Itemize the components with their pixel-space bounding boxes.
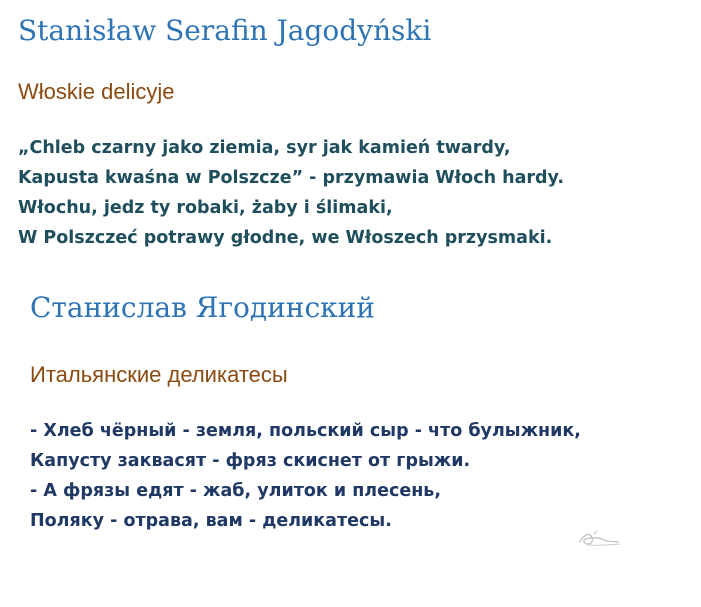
russian-poem-title: Итальянские деликатесы xyxy=(30,362,288,387)
polish-verse-line-2: Kapusta kwaśna w Polszcze” - przymawia Włoch hardy. xyxy=(18,168,564,188)
polish-verse xyxy=(18,133,564,253)
polish-verse-line-4: W Polszczeć potrawy głodne, we Włoszech przysmaki. xyxy=(18,228,553,248)
polish-author-heading: Stanisław Serafin Jagodyński xyxy=(18,14,432,47)
russian-verse-line-2: Капусту заквасят - фряз скиснет от грыжи. xyxy=(30,451,471,471)
polish-poem-title: Włoskie delicyje xyxy=(18,79,175,104)
russian-verse-line-1: - Хлеб чёрный - земля, польский сыр - что булыжник, xyxy=(30,421,581,441)
russian-verse xyxy=(30,416,581,536)
russian-author-heading: Станислав Ягодинский xyxy=(30,291,375,324)
polish-verse-line-3: Włochu, jedz ty robaki, żaby i ślimaki, xyxy=(18,198,393,218)
russian-verse-line-3: - А фрязы едят - жаб, улиток и плесень, xyxy=(30,481,442,501)
polish-verse-line-1: „Chleb czarny jako ziemia, syr jak kamień twardy, xyxy=(18,138,511,158)
russian-verse-line-4: Поляку - отрава, вам - деликатесы. xyxy=(30,511,392,531)
handwritten-signature xyxy=(574,526,626,552)
